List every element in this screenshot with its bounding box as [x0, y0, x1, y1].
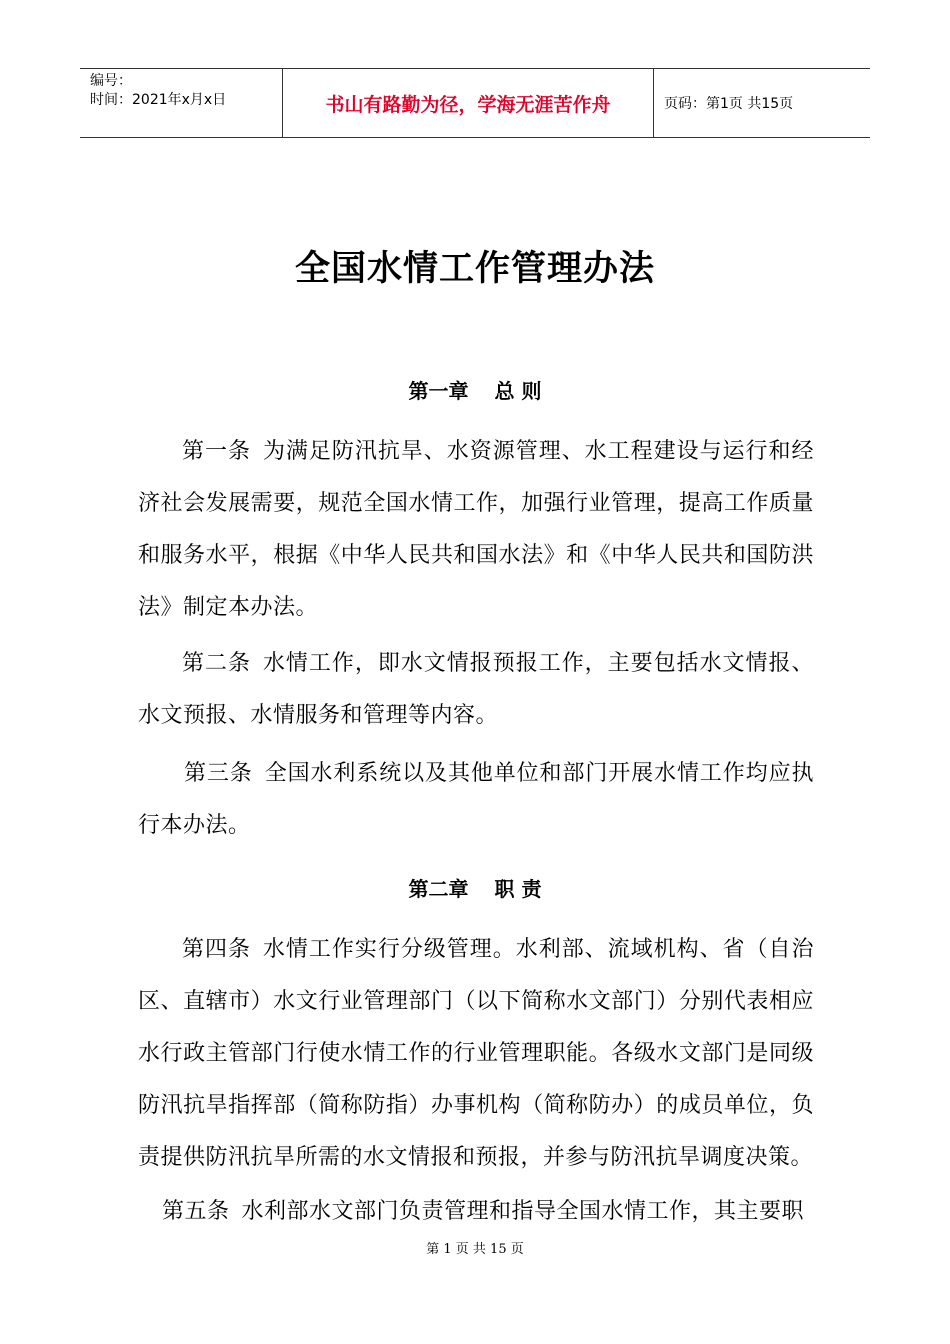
- article-2: [138, 638, 814, 742]
- article-5: [138, 1186, 814, 1238]
- chapter-1-heading: [0, 376, 950, 406]
- article-text: 全国水利系统以及其他单位和部门开展水情工作均应执行本办法。: [138, 761, 814, 838]
- article-label: 第二条: [182, 651, 251, 676]
- chapter-title: 总 则: [494, 379, 542, 403]
- chapter-number: 第一章: [408, 379, 469, 403]
- article-3: [138, 748, 814, 852]
- document-date: 时间：2021年x月x日: [90, 92, 227, 108]
- document-number-label: 编号：: [90, 73, 132, 89]
- chapter-title: 职 责: [494, 877, 542, 901]
- article-label: 第一条: [182, 439, 251, 464]
- article-text: 水情工作，即水文情报预报工作，主要包括水文情报、水文预报、水情服务和管理等内容。: [138, 651, 814, 728]
- article-label: 第四条: [182, 937, 251, 962]
- document-title: 全国水情工作管理办法: [294, 249, 655, 289]
- article-label: 第三条: [184, 761, 253, 786]
- article-1: [138, 426, 814, 634]
- article-text: 水情工作实行分级管理。水利部、流域机构、省（自治区、直辖市）水文行业管理部门（以下简称水文部门）分别代表相应水行政主管部门行使水情工作的行业管理职能。各级水文部门是同级防汛抗旱指挥部（简称防指）办事机构（简称防办）的成员单位，负责提供防汛抗旱所需的水文情报和预报，并参与防汛抗旱调度决策。: [138, 937, 814, 1170]
- page-footer: 第 1 页 共 15 页: [426, 1242, 524, 1257]
- article-text: 水利部水文部门负责管理和指导全国水情工作，其主要职: [241, 1199, 805, 1224]
- header-motto: 书山有路勤为径，学海无涯苦作舟: [282, 69, 654, 137]
- page-header: [80, 68, 870, 138]
- article-label: 第五条: [162, 1199, 230, 1224]
- chapter-2-heading: [0, 874, 950, 904]
- header-meta: [80, 69, 282, 137]
- chapter-number: 第二章: [408, 877, 469, 901]
- article-4: [138, 924, 814, 1184]
- header-page-info: 页码：第1页 共15页: [664, 96, 794, 112]
- article-text: 为满足防汛抗旱、水资源管理、水工程建设与运行和经济社会发展需要，规范全国水情工作，加强行业管理，提高工作质量和服务水平，根据《中华人民共和国水法》和《中华人民共和国防洪法》制定本办法。: [138, 439, 814, 620]
